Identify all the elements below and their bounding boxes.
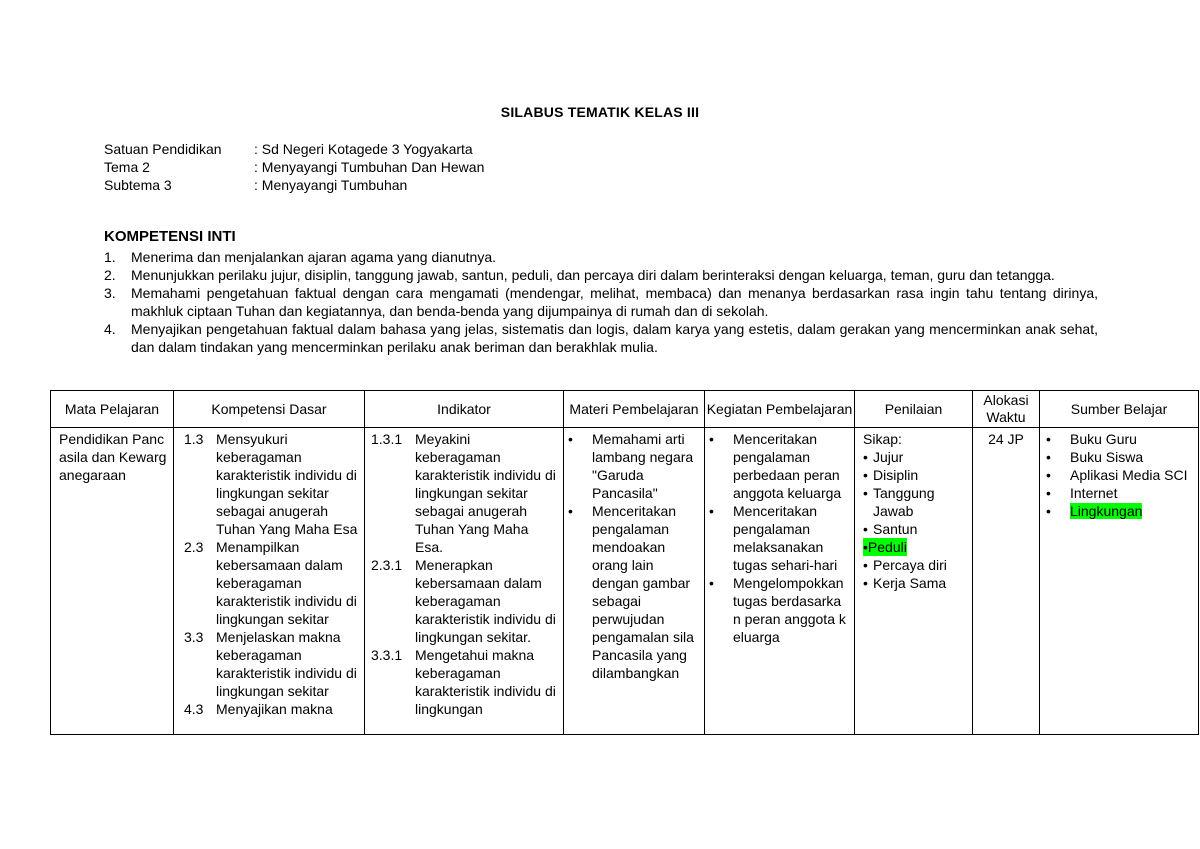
penilaian-text: Peduli	[867, 539, 907, 555]
penilaian-item: • Jujur	[863, 449, 904, 465]
alokasi-text: 24 JP	[988, 431, 1024, 447]
meta-label: Tema 2	[104, 159, 150, 175]
sumber-text: Buku Siswa	[1070, 449, 1144, 465]
indikator-list	[365, 428, 563, 718]
cell-sumber	[1040, 428, 1199, 735]
ki-text: Menunjukkan perilaku jujur, disiplin, tanggung jawab, santun, peduli, dan percaya diri dalam berinteraksi dengan keluarga, teman, guru dan tetangga.	[131, 267, 1055, 283]
indikator-item	[371, 430, 557, 556]
penilaian-heading: Sikap:	[863, 431, 902, 447]
indikator-text: Mengetahui makna keberagaman karakteristik individu di lingkungan	[415, 647, 556, 717]
page-title: SILABUS TEMATIK KELAS III	[500, 104, 700, 120]
indikator-text: Menerapkan kebersamaan dalam keberagaman karakteristik individu di lingkungan sekitar.	[415, 557, 556, 645]
kd-list	[174, 428, 364, 718]
indikator-item	[371, 646, 557, 718]
penilaian-text: Kerja Sama	[873, 575, 947, 591]
meta-row	[104, 140, 484, 158]
ki-item	[104, 284, 1098, 320]
indikator-number: 3.3.1	[371, 647, 403, 663]
header-indikator: Indikator	[365, 391, 564, 428]
sumber-text: Internet	[1070, 485, 1118, 501]
sumber-item: • Buku Guru	[1042, 430, 1192, 448]
kd-number: 3.3	[184, 629, 204, 645]
kd-item	[184, 700, 358, 718]
ki-text: Menyajikan pengetahuan faktual dalam bahasa yang jelas, sistematis dan logis, dalam karya yang estetis, dalam gerakan yang mencerminkan anak sehat, dan dalam tindakan yang mencerminkan perilaku anak beriman dan berakhlak mulia.	[131, 321, 1098, 355]
penilaian-item: • Disiplin	[863, 467, 919, 483]
kegiatan-list	[705, 428, 854, 646]
kegiatan-text: Menceritakan pengalaman perbedaan peran anggota keluarga	[733, 431, 842, 501]
header-alokasi: Alokasi Waktu	[973, 391, 1040, 428]
materi-text: Menceritakan pengalaman mendoakan orang lain dengan gambar sebagai perwujudan pengamalan sila Pancasila yang dilambangkan	[592, 503, 694, 681]
penilaian-item: • Kerja Sama	[863, 575, 947, 591]
syllabus-table	[50, 390, 1199, 735]
meta-row	[104, 176, 484, 194]
header-materi: Materi Pembelajaran	[564, 391, 705, 428]
cell-mapel	[51, 428, 174, 735]
ki-number: 2.	[104, 267, 116, 283]
penilaian-text: Disiplin	[873, 467, 919, 483]
kegiatan-text: Menceritakan pengalaman melaksanakan tugas sehari-hari	[733, 503, 838, 573]
kd-number: 4.3	[184, 701, 204, 717]
cell-alokasi	[973, 428, 1040, 735]
penilaian-item: • Percaya diri	[863, 557, 947, 573]
kd-number: 2.3	[184, 539, 204, 555]
ki-list	[104, 248, 1098, 356]
ki-item	[104, 320, 1098, 356]
ki-heading: KOMPETENSI INTI	[104, 228, 236, 245]
kegiatan-item: • Mengelompokkan tugas berdasarkan peran anggota keluarga	[705, 574, 848, 646]
penilaian-text: Jujur	[873, 449, 904, 465]
table-header-row	[51, 391, 1199, 428]
cell-penilaian	[855, 428, 973, 735]
ki-number: 1.	[104, 249, 116, 265]
penilaian-item: • Santun	[863, 521, 918, 537]
materi-list	[564, 428, 704, 682]
table-row	[51, 428, 1199, 735]
penilaian-text: Santun	[873, 521, 918, 537]
ki-item	[104, 266, 1098, 284]
penilaian-item: • Tanggung Jawab	[863, 484, 966, 520]
sumber-list	[1040, 428, 1198, 520]
penilaian-text: Tanggung Jawab	[873, 485, 935, 519]
ki-text: Menerima dan menjalankan ajaran agama yang dianutnya.	[131, 249, 497, 265]
kd-text: Menyajikan makna	[216, 701, 333, 717]
kegiatan-item: • Menceritakan pengalaman perbedaan peran anggota keluarga	[705, 430, 848, 502]
ki-number: 4.	[104, 321, 116, 337]
cell-indikator	[365, 428, 564, 735]
sumber-text: Aplikasi Media SCI	[1070, 467, 1188, 483]
meta-value: : Sd Negeri Kotagede 3 Yogyakarta	[254, 141, 473, 157]
materi-item: • Memahami arti lambang negara "Garuda Pancasila"	[564, 430, 698, 502]
kd-number: 1.3	[184, 431, 204, 447]
meta-value: : Menyayangi Tumbuhan	[254, 177, 408, 193]
kd-text: Menampilkan kebersamaan dalam keberagaman karakteristik individu di lingkungan sekitar	[216, 539, 357, 627]
kd-text: Menjelaskan makna keberagaman karakteristik individu di lingkungan sekitar	[216, 629, 357, 699]
sumber-item: • Buku Siswa	[1042, 448, 1192, 466]
sumber-text: Buku Guru	[1070, 431, 1137, 447]
meta-label: Satuan Pendidikan	[104, 141, 222, 157]
meta-value: : Menyayangi Tumbuhan Dan Hewan	[254, 159, 485, 175]
ki-item	[104, 248, 1098, 266]
ki-number: 3.	[104, 285, 116, 301]
cell-kd	[174, 428, 365, 735]
penilaian-item-highlighted	[863, 538, 966, 556]
header-sumber: Sumber Belajar	[1040, 391, 1199, 428]
kd-item	[184, 628, 358, 700]
sumber-text: Lingkungan	[1070, 503, 1143, 519]
sumber-item: • Internet	[1042, 484, 1192, 502]
materi-item: • Menceritakan pengalaman mendoakan orang lain dengan gambar sebagai perwujudan pengamalan sila Pancasila yang dilambangkan	[564, 502, 698, 682]
cell-materi	[564, 428, 705, 735]
header-kompetensi-dasar: Kompetensi Dasar	[174, 391, 365, 428]
meta-row	[104, 158, 484, 176]
meta-label: Subtema 3	[104, 177, 172, 193]
penilaian-text: Percaya diri	[873, 557, 947, 573]
indikator-number: 2.3.1	[371, 557, 403, 573]
kd-text: Mensyukuri keberagaman karakteristik individu di lingkungan sekitar sebagai anugerah Tuhan Yang Maha Esa	[216, 431, 358, 537]
sumber-item-highlighted: • Lingkungan	[1046, 503, 1143, 519]
kegiatan-item: • Menceritakan pengalaman melaksanakan tugas sehari-hari	[705, 502, 848, 574]
kd-item	[184, 430, 358, 538]
indikator-text: Meyakini keberagaman karakteristik individu di lingkungan sekitar sebagai anugerah Tuhan Yang Maha Esa.	[415, 431, 556, 555]
indikator-item	[371, 556, 557, 646]
header-kegiatan: Kegiatan Pembelajaran	[705, 391, 855, 428]
ki-text: Memahami pengetahuan faktual dengan cara mengamati (mendengar, melihat, membaca) dan menanya berdasarkan rasa ingin tahu tentang dirinya, makhluk ciptaan Tuhan dan kegiatannya, dan benda-benda yang dijumpainya di rumah dan di sekolah.	[131, 285, 1098, 319]
identity-block	[104, 140, 484, 194]
indikator-number: 1.3.1	[371, 431, 403, 447]
kegiatan-text: Mengelompokkan tugas berdasarkan peran anggota keluarga	[733, 575, 846, 645]
highlight-mark: •Peduli	[863, 539, 907, 555]
materi-text: Memahami arti lambang negara "Garuda Pancasila"	[592, 431, 694, 501]
cell-kegiatan	[705, 428, 855, 735]
penilaian-list	[855, 428, 972, 592]
header-penilaian: Penilaian	[855, 391, 973, 428]
mapel-text: Pendidikan Pancasila dan Kewarganegaraan	[59, 431, 167, 483]
sumber-item: • Aplikasi Media SCI	[1042, 466, 1192, 484]
kd-item	[184, 538, 358, 628]
header-mata-pelajaran: Mata Pelajaran	[51, 391, 174, 428]
